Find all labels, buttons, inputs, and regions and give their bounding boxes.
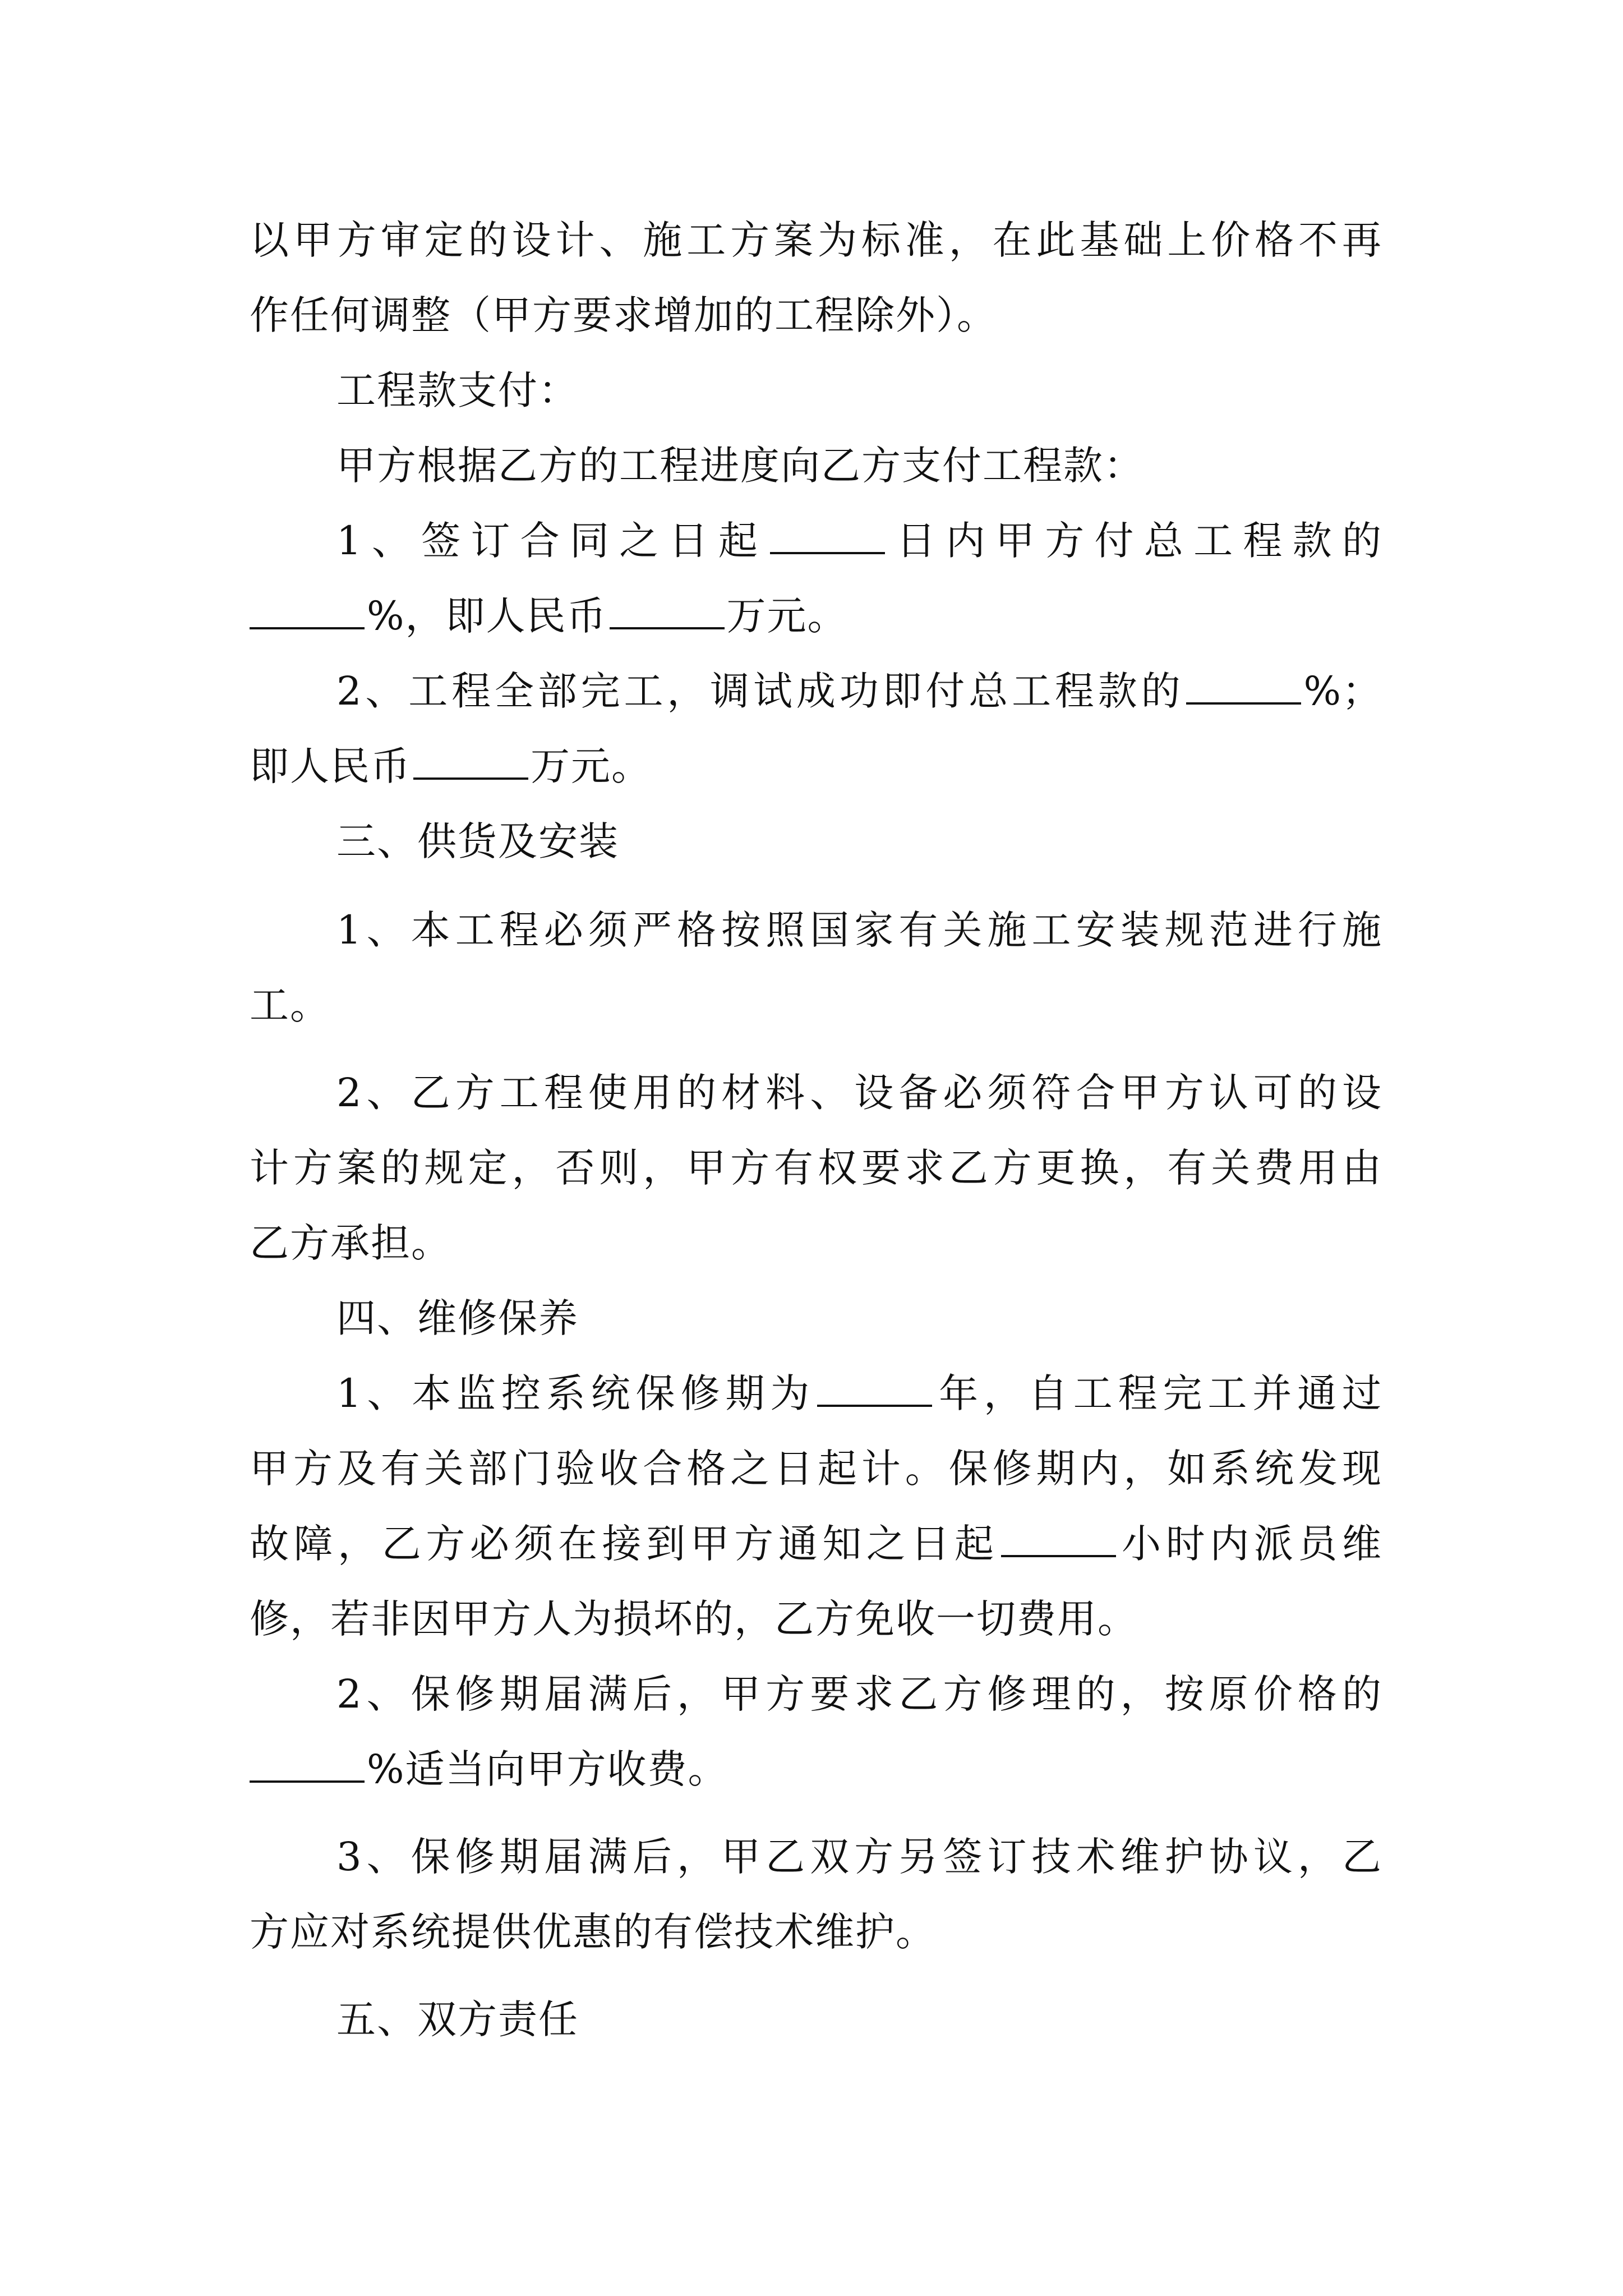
fill-blank: [413, 745, 528, 780]
fill-blank: [770, 519, 885, 554]
text-line: 作任何调整（甲方要求增加的工程除外）。: [250, 292, 997, 338]
fill-blank: [610, 595, 725, 629]
text-line: 乙方承担。: [250, 1220, 451, 1266]
text-line: 工。: [250, 982, 330, 1028]
text-line: 以甲方审定的设计、施工方案为标准，在此基础上价格不再: [250, 217, 1382, 263]
text-segment: %，即人民币: [367, 593, 607, 639]
section-heading: 工程款支付：: [336, 367, 579, 413]
text-segment: 1、本监控系统保修期为: [336, 1370, 815, 1416]
text-line: 甲方及有关部门验收合格之日起计。保修期内，如系统发现: [250, 1446, 1382, 1492]
text-line: [336, 1366, 1382, 1420]
text-line: 方应对系统提供优惠的有偿技术维护。: [250, 1909, 936, 1955]
text-line: 甲方根据乙方的工程进度向乙方支付工程款：: [336, 443, 1144, 489]
text-line: 1、本工程必须严格按照国家有关施工安装规范进行施: [336, 907, 1382, 953]
text-line: [336, 514, 1382, 568]
text-segment: 1、签订合同之日起: [336, 518, 768, 564]
text-line: 2、乙方工程使用的材料、设备必须符合甲方认可的设: [336, 1070, 1382, 1116]
text-segment: 万元。: [726, 593, 848, 639]
text-line: [250, 589, 1382, 643]
text-segment: 即人民币: [250, 743, 411, 789]
fill-blank: [250, 595, 365, 629]
fill-blank: [1001, 1522, 1116, 1557]
text-line: [250, 1517, 1382, 1571]
fill-blank: [250, 1748, 365, 1783]
text-segment: 2、工程全部完工，调试成功即付总工程款的: [336, 668, 1184, 714]
section-heading: 五、双方责任: [336, 1996, 579, 2042]
text-segment: 万元。: [531, 743, 652, 789]
text-line: [250, 1742, 1382, 1796]
text-segment: 小时内派员维: [1118, 1521, 1383, 1567]
fill-blank: [817, 1372, 932, 1407]
text-line: 修，若非因甲方人为损坏的，乙方免收一切费用。: [250, 1596, 1138, 1642]
text-line: 计方案的规定，否则，甲方有权要求乙方更换，有关费用由: [250, 1145, 1382, 1191]
text-segment: %；: [1303, 668, 1382, 714]
fill-blank: [1186, 670, 1301, 705]
text-segment: %适当向甲方收费。: [367, 1746, 728, 1792]
text-line: 3、保修期届满后，甲乙双方另签订技术维护协议，乙: [336, 1834, 1382, 1880]
text-segment: 年，自工程完工并通过: [934, 1370, 1382, 1416]
section-heading: 三、供货及安装: [336, 818, 619, 864]
text-segment: 故障，乙方必须在接到甲方通知之日起: [250, 1521, 999, 1567]
section-heading: 四、维修保养: [336, 1295, 579, 1341]
text-line: [336, 664, 1382, 718]
text-line: [250, 739, 1382, 793]
text-segment: 日内甲方付总工程款的: [887, 518, 1382, 564]
text-line: 2、保修期届满后，甲方要求乙方修理的，按原价格的: [336, 1671, 1382, 1717]
